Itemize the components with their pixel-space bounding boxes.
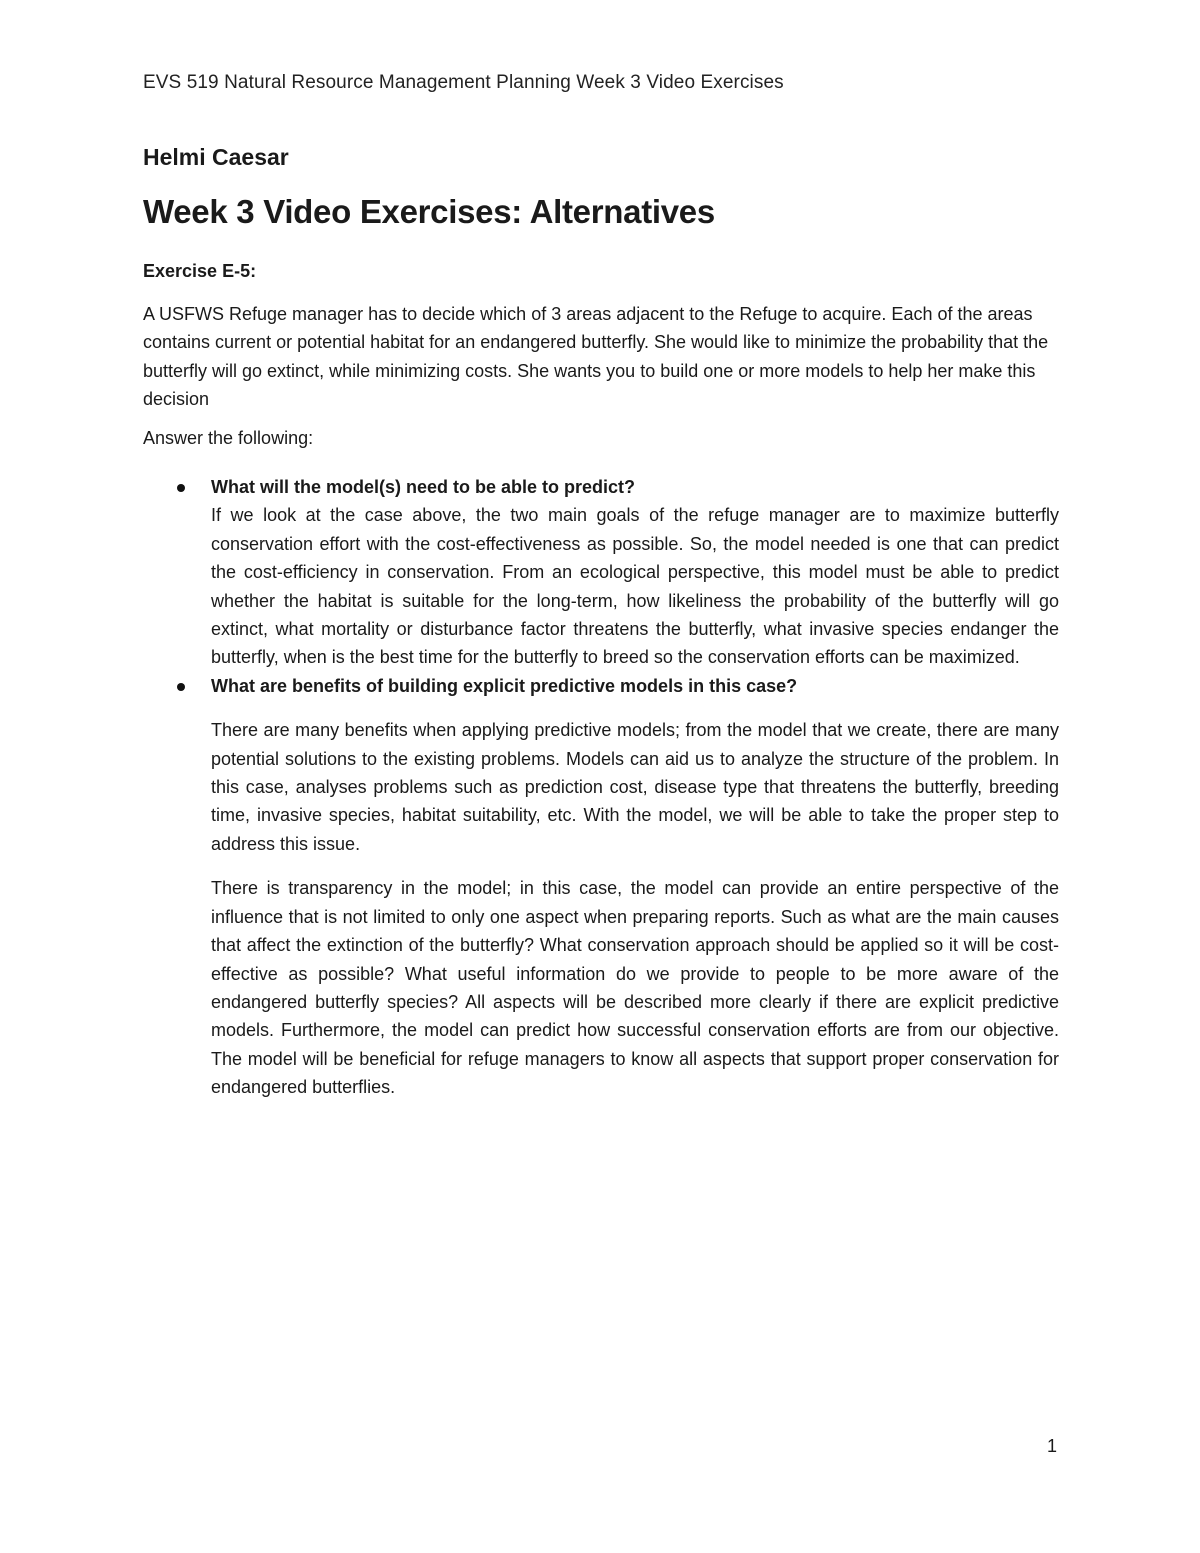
author-name: Helmi Caesar [143,144,289,170]
bullet-icon [177,683,185,691]
exercise-label: Exercise E-5: [143,261,257,281]
question-list [143,473,1059,1102]
question-heading: What will the model(s) need to be able to predict? [211,477,636,497]
document-title: Week 3 Video Exercises: Alternatives [143,193,715,230]
answer-paragraph: There are many benefits when applying predictive models; from the model that we create, there are many potential solutions to the existing problems. Models can aid us to analyze the structure of the problem. In this case, analyses problems such as prediction cost, disease type that threatens the butterfly, breeding time, invasive species, habitat suitability, etc. With the model, we will be able to take the proper step to address this issue. [211,720,1059,854]
bullet-icon [177,484,185,492]
page-number: 1 [1047,1436,1058,1456]
answer-intro: Answer the following: [143,428,314,448]
exercise-prompt: A USFWS Refuge manager has to decide which of 3 areas adjacent to the Refuge to acquire. Each of the areas contains current or potential habitat for an endangered butterfly. She would like to minimize the probability that the butterfly will go extinct, while minimizing costs. She wants you to build one or more models to help her make this decision [143,304,1049,410]
answer-paragraph: There is transparency in the model; in this case, the model can provide an entire perspective of the influence that is not limited to only one aspect when preparing reports. Such as what are the main causes that affect the extinction of the butterfly? What conservation approach should be applied so it will be cost-effective as possible? What useful information do we provide to people to be more aware of the endangered butterfly species? All aspects will be described more clearly if there are explicit predictive models. Furthermore, the model can predict how successful conservation efforts are from our objective. The model will be beneficial for refuge managers to know all aspects that support proper conservation for endangered butterflies. [211,878,1059,1098]
answer-paragraph: If we look at the case above, the two main goals of the refuge manager are to maximize butterfly conservation effort with the cost-effectiveness as possible. So, the model needed is one that can predict the cost-efficiency in conservation. From an ecological perspective, this model must be able to predict whether the habitat is suitable for the long-term, how likeliness the probability of the butterfly will go extinct, what mortality or disturbance factor threatens the butterfly, what invasive species endanger the butterfly, when is the best time for the butterfly to breed so the conservation efforts can be maximized. [211,505,1059,668]
question-item [143,672,1059,1102]
question-item [143,473,1059,672]
running-header: EVS 519 Natural Resource Management Planning Week 3 Video Exercises [143,72,784,93]
question-heading: What are benefits of building explicit predictive models in this case? [211,675,798,696]
